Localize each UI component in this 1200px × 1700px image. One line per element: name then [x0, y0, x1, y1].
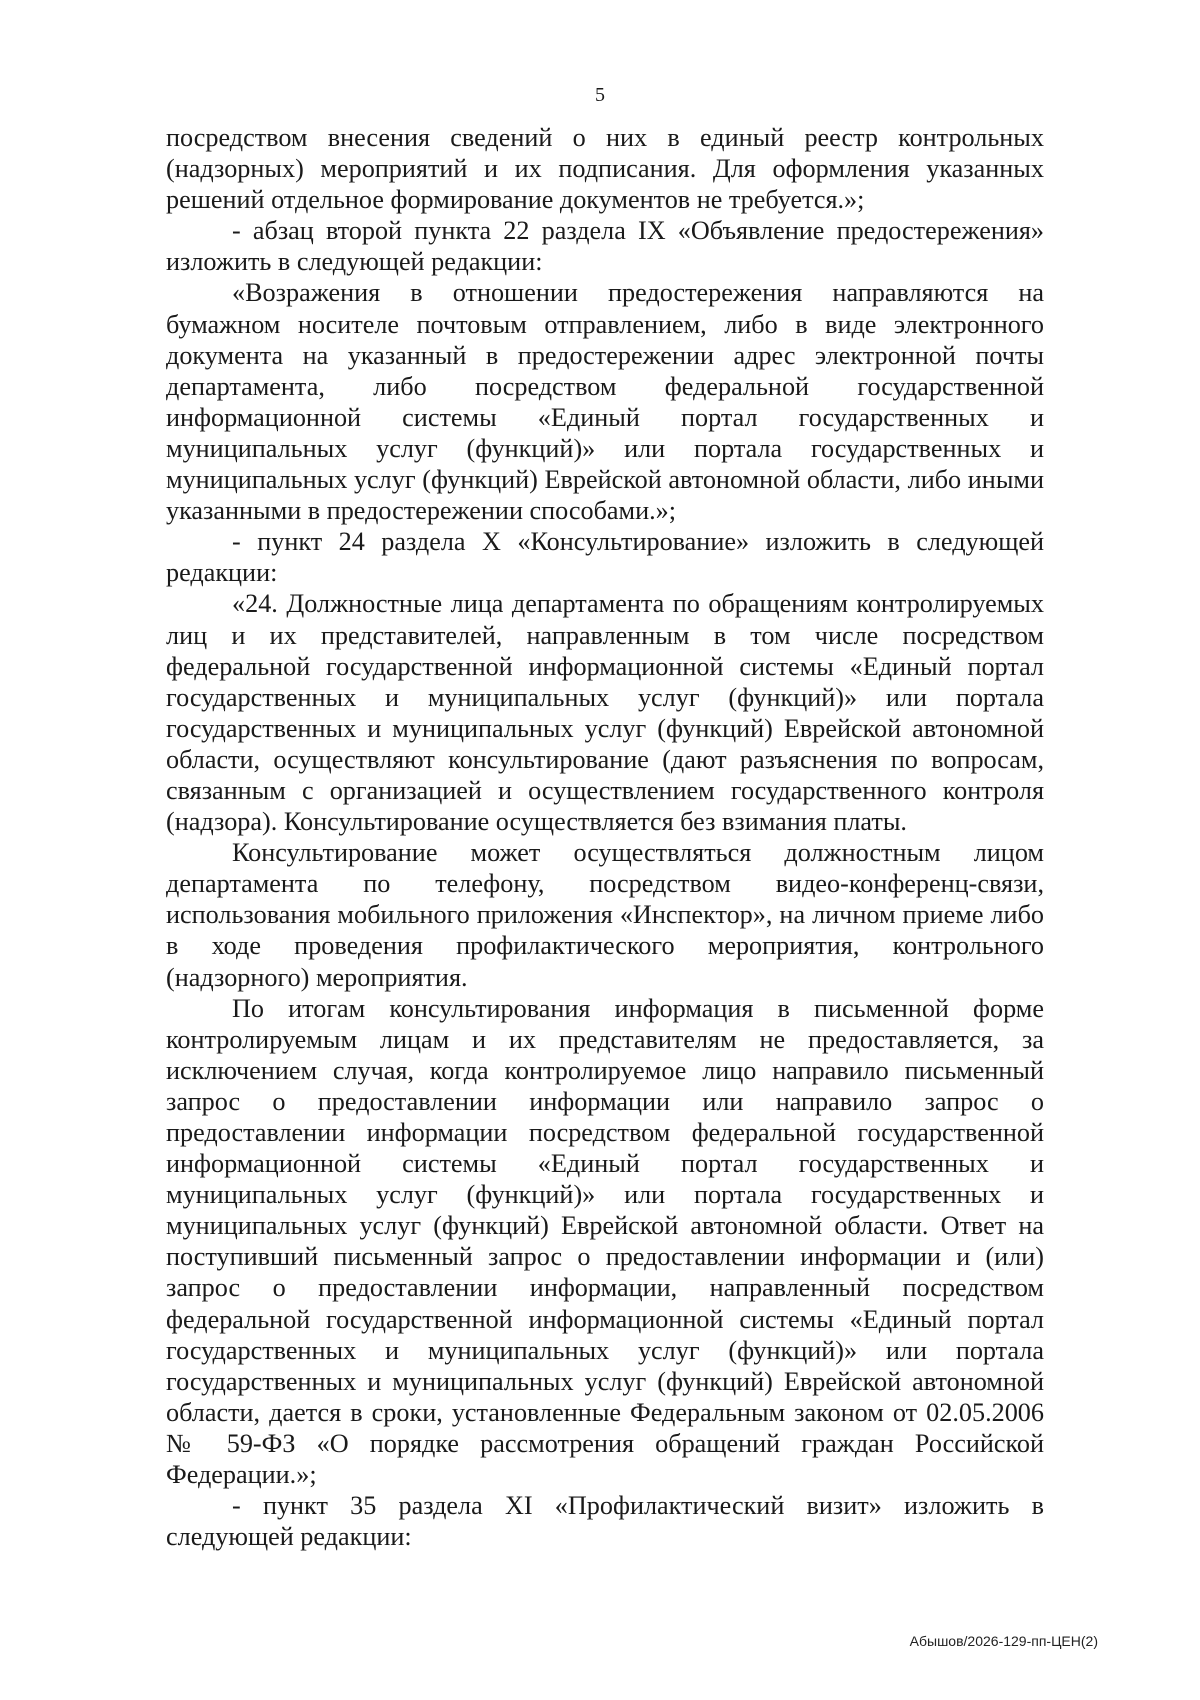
page-number: 5 [595, 84, 605, 106]
paragraph-amendment-item-35: - пункт 35 раздела XI «Профилактический визит» изложить в следующей редакции: [166, 1491, 1044, 1552]
paragraph-continuation: посредством внесения сведений о них в единый реестр контрольных (надзорных) мероприятий и их подписания. Для оформления указанных решений отдельное формирование документов не требуется.»; [166, 123, 1044, 215]
paragraph-item-24-text: «24. Должностные лица департамента по обращениям контролируемых лиц и их представителей, направленным в том числе посредством федеральной государственной информационной системы «Единый портал государственных и муниципальных услуг (функций)» или портала государственных и муниципальных услуг (функций) Еврейской автономной области, осуществляют консультирование (дают разъяснения по вопросам, связанным с организацией и осуществлением государственного контроля (надзора). Консультирование осуществляется без взимания платы. [166, 589, 1044, 837]
paragraph-consulting-results: По итогам консультирования информация в письменной форме контролируемым лицам и их представителям не предоставляется, за исключением случая, когда контролируемое лицо направило письменный запрос о предоставлении информации или направило запрос о предоставлении информации посредством федеральной государственной информационной системы «Единый портал государственных и муниципальных услуг (функций)» или портала государственных и муниципальных услуг (функций) Еврейской автономной области. Ответ на поступивший письменный запрос о предоставлении информации и (или) запрос о предоставлении информации, направленный посредством федеральной государственной информационной системы «Единый портал государственных и муниципальных услуг (функций)» или портала государственных и муниципальных услуг (функций) Еврейской автономной области, дается в сроки, установленные Федеральным законом от 02.05.2006 № 59-ФЗ «О порядке рассмотрения обращений граждан Российской Федерации.»; [166, 993, 1044, 1490]
paragraph-amendment-item-22: - абзац второй пункта 22 раздела IX «Объявление предостережения» изложить в следующей редакции: [166, 216, 1044, 277]
document-body [166, 122, 1044, 1552]
document-registration-code: Абышов/2026-129-пп-ЦЕН(2) [909, 1633, 1098, 1649]
paragraph-objections: «Возражения в отношении предостережения направляются на бумажном носителе почтовым отправлением, либо в виде электронного документа на указанный в предостережении адрес электронной почты департамента, либо посредством федеральной государственной информационной системы «Единый портал государственных и муниципальных услуг (функций)» или портала государственных и муниципальных услуг (функций) Еврейской автономной области, либо иными указанными в предостережении способами.»; [166, 278, 1044, 526]
paragraph-amendment-item-24: - пункт 24 раздела X «Консультирование» изложить в следующей редакции: [166, 527, 1044, 588]
paragraph-consulting-methods: Консультирование может осуществляться должностным лицом департамента по телефону, посредством видео-конференц-связи, использования мобильного приложения «Инспектор», на личном приеме либо в ходе проведения профилактического мероприятия, контрольного (надзорного) мероприятия. [166, 838, 1044, 992]
